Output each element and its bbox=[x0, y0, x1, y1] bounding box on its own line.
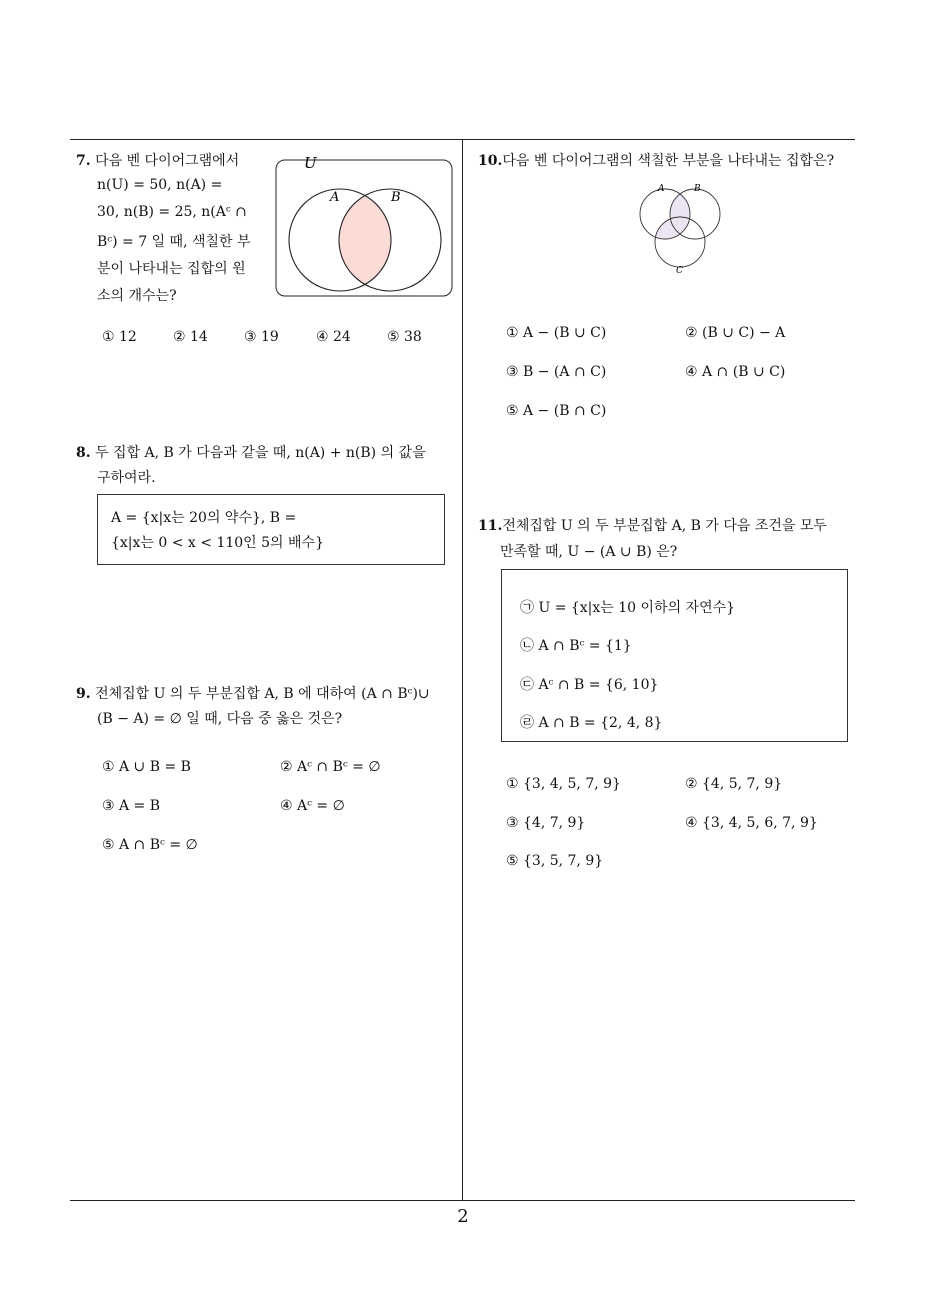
bottom-rule bbox=[70, 1200, 855, 1201]
question-text: 분이 나타내는 집합의 원 bbox=[97, 261, 246, 277]
set-c-label: C bbox=[676, 266, 683, 276]
choice[interactable]: ⑤ A ∩ Bᶜ = ∅ bbox=[102, 837, 198, 853]
condition-box bbox=[97, 494, 445, 565]
choice[interactable]: ③ A = B bbox=[102, 798, 161, 814]
choice[interactable]: ④ 24 bbox=[316, 329, 351, 345]
condition-item: ㉢ Aᶜ ∩ B = {6, 10} bbox=[520, 677, 659, 693]
condition-box bbox=[501, 569, 848, 742]
choice[interactable]: ④ Aᶜ = ∅ bbox=[280, 798, 345, 814]
question-text: 소의 개수는? bbox=[97, 288, 177, 304]
choice[interactable]: ① A ∪ B = B bbox=[102, 759, 191, 775]
condition-text: {x|x는 0 < x < 110인 5의 배수} bbox=[111, 535, 324, 551]
choice[interactable]: ② {4, 5, 7, 9} bbox=[685, 776, 783, 792]
question-number: 11. bbox=[478, 518, 503, 534]
choice[interactable]: ③ B − (A ∩ C) bbox=[506, 364, 607, 380]
question-number: 10. bbox=[478, 153, 503, 169]
question-text: 만족할 때, U − (A ∪ B) 은? bbox=[500, 544, 678, 560]
choice[interactable]: ③ {4, 7, 9} bbox=[506, 815, 586, 831]
choice[interactable]: ① A − (B ∪ C) bbox=[506, 325, 607, 341]
question-text: 구하여라. bbox=[97, 470, 156, 486]
question-number: 8. bbox=[76, 445, 91, 461]
question-text: 전체집합 U 의 두 부분집합 A, B 에 대하여 (A ∩ Bᶜ)∪ bbox=[95, 686, 430, 702]
question-text: 다음 벤 다이어그램의 색칠한 부분을 나타내는 집합은? bbox=[502, 153, 835, 169]
choice[interactable]: ④ A ∩ (B ∪ C) bbox=[685, 364, 786, 380]
page-number: 2 bbox=[457, 1206, 469, 1227]
choice[interactable]: ① 12 bbox=[102, 329, 137, 345]
question-text: 다음 벤 다이어그램에서 bbox=[95, 153, 240, 169]
question-text: (B − A) = ∅ 일 때, 다음 중 옳은 것은? bbox=[97, 711, 343, 727]
question-number: 7. bbox=[76, 153, 91, 169]
set-b-label: B bbox=[391, 190, 401, 205]
choice[interactable]: ② Aᶜ ∩ Bᶜ = ∅ bbox=[280, 759, 381, 775]
choice[interactable]: ④ {3, 4, 5, 6, 7, 9} bbox=[685, 815, 818, 831]
question-text: 전체집합 U 의 두 부분집합 A, B 가 다음 조건을 모두 bbox=[502, 518, 827, 534]
set-a-label: A bbox=[330, 190, 340, 205]
universe-label: U bbox=[304, 154, 317, 172]
venn-diagram-q7 bbox=[272, 148, 458, 300]
question-text: n(U) = 50, n(A) = bbox=[97, 177, 223, 193]
venn-diagram-q10 bbox=[630, 180, 730, 276]
question-number: 9. bbox=[76, 686, 91, 702]
condition-text: A = {x|x는 20의 약수}, B = bbox=[111, 510, 297, 526]
column-divider bbox=[462, 139, 463, 1201]
choice[interactable]: ③ 19 bbox=[244, 329, 279, 345]
choice[interactable]: ② 14 bbox=[173, 329, 208, 345]
choice[interactable]: ① {3, 4, 5, 7, 9} bbox=[506, 776, 621, 792]
question-text: 30, n(B) = 25, n(Aᶜ ∩ bbox=[97, 204, 247, 220]
set-b-label: B bbox=[694, 184, 701, 194]
choice[interactable]: ⑤ 38 bbox=[387, 329, 422, 345]
choice[interactable]: ⑤ {3, 5, 7, 9} bbox=[506, 853, 604, 869]
condition-item: ㉠ U = {x|x는 10 이하의 자연수} bbox=[520, 600, 736, 616]
question-text: Bᶜ) = 7 일 때, 색칠한 부 bbox=[97, 234, 251, 250]
choice[interactable]: ② (B ∪ C) − A bbox=[685, 325, 786, 341]
choice[interactable]: ⑤ A − (B ∩ C) bbox=[506, 403, 607, 419]
question-text: 두 집합 A, B 가 다음과 같을 때, n(A) + n(B) 의 값을 bbox=[95, 445, 426, 461]
condition-item: ㉡ A ∩ Bᶜ = {1} bbox=[520, 638, 632, 654]
condition-item: ㉣ A ∩ B = {2, 4, 8} bbox=[520, 715, 663, 731]
set-a-label: A bbox=[658, 184, 665, 194]
